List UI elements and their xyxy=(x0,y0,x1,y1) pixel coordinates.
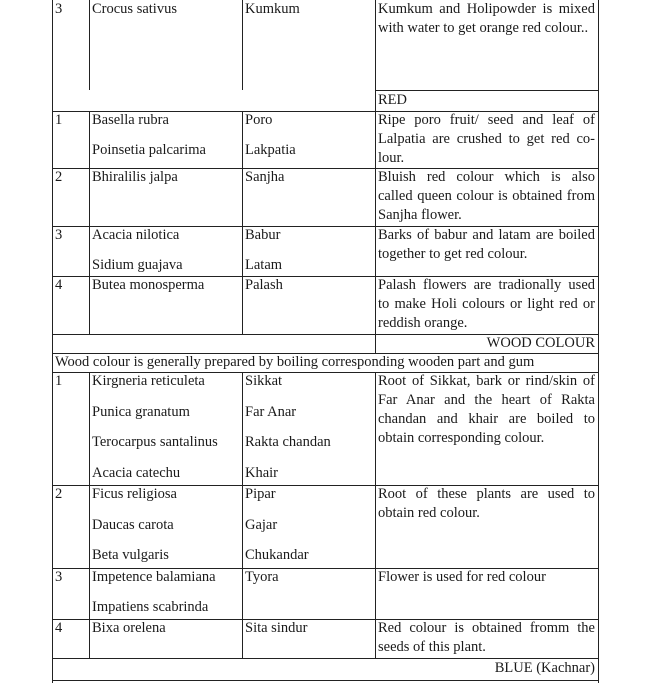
scientific-name: Bixa orelena xyxy=(92,620,166,636)
scientific-name: Bhiralilis jalpa xyxy=(92,169,178,185)
local-name: Pipar xyxy=(245,486,276,502)
row-number: 2 xyxy=(55,169,63,185)
local-name: Far Anar xyxy=(245,403,297,420)
local-name: Babur xyxy=(245,227,281,243)
scientific-name: Impetence balamiana xyxy=(92,569,216,585)
colour-description: Bluish red colour which is also called queen colour is obtained from Sanjha flower. xyxy=(378,169,595,223)
table-rule xyxy=(598,372,599,683)
local-name: Rakta chandan xyxy=(245,434,331,450)
local-name: Sita sindur xyxy=(245,620,308,636)
section-heading-wood: WOOD COLOUR xyxy=(486,335,595,351)
local-name: Latam xyxy=(245,257,283,273)
local-name: Chukandar xyxy=(245,547,309,563)
colour-description: Palash flowers are tradionally used to make Holi colours or light red or reddish orange. xyxy=(378,277,595,331)
scientific-name: Poinsetia palcarima xyxy=(92,142,206,158)
local-name: Lakpatia xyxy=(245,142,296,158)
row-number: 2 xyxy=(55,486,63,502)
colour-description: Root of Sikkat, bark or rind/skin of Far Anar and the heart of Rakta chandan and khair are boiled to obtain corresponding colour. xyxy=(378,373,595,446)
colour-description: Ripe poro fruit/ seed and leaf of Lalpatia are crushed to get red co-lour. xyxy=(378,112,595,166)
wood-colour-note: Wood colour is generally prepared by boiling corresponding wooden part and gum xyxy=(55,354,535,370)
table-rule xyxy=(598,0,599,353)
scientific-name: Kirgneria reticuleta xyxy=(92,373,205,389)
colour-description: Root of these plants are used to obtain red colour. xyxy=(378,486,595,521)
local-name: Tyora xyxy=(245,569,279,585)
scientific-name: Sidium guajava xyxy=(92,257,183,273)
section-heading-blue: BLUE (Kachnar) xyxy=(494,660,595,676)
scientific-name: Butea monosperma xyxy=(92,277,205,293)
colour-description: Kumkum and Holipowder is mixed with water to get orange red colour.. xyxy=(378,1,595,36)
local-name: Khair xyxy=(245,464,279,481)
row-number: 3 xyxy=(55,569,63,585)
scientific-name: Beta vulgaris xyxy=(92,547,169,563)
scientific-name: Daucas carota xyxy=(92,516,174,533)
section-heading-red: RED xyxy=(378,92,407,108)
local-name: Gajar xyxy=(245,516,278,533)
row-number: 4 xyxy=(55,277,63,293)
scientific-name: Basella rubra xyxy=(92,112,169,128)
row-number: 1 xyxy=(55,373,63,389)
colour-description: Red colour is obtained fromm the seeds of this plant. xyxy=(378,620,595,655)
local-name: Sikkat xyxy=(245,373,283,389)
scientific-name: Crocus sativus xyxy=(92,1,177,17)
table-rule xyxy=(598,353,599,372)
local-name: Sanjha xyxy=(245,169,285,185)
scientific-name: Acacia catechu xyxy=(92,464,181,481)
row-number: 3 xyxy=(55,1,63,17)
local-name: Palash xyxy=(245,277,283,293)
colour-description: Flower is used for red colour xyxy=(378,569,546,585)
local-name: Poro xyxy=(245,112,273,128)
scientific-name: Acacia nilotica xyxy=(92,227,180,243)
scientific-name: Terocarpus santalinus xyxy=(92,434,218,450)
scientific-name: Ficus religiosa xyxy=(92,486,177,502)
row-number: 4 xyxy=(55,620,63,636)
colour-description: Barks of babur and latam are boiled together to get red colour. xyxy=(378,227,595,262)
scientific-name: Punica granatum xyxy=(92,403,190,420)
scientific-name: Impatiens scabrinda xyxy=(92,599,209,615)
row-number: 1 xyxy=(55,112,63,128)
row-number: 3 xyxy=(55,227,63,243)
local-name: Kumkum xyxy=(245,1,300,17)
table-rule xyxy=(52,680,598,681)
